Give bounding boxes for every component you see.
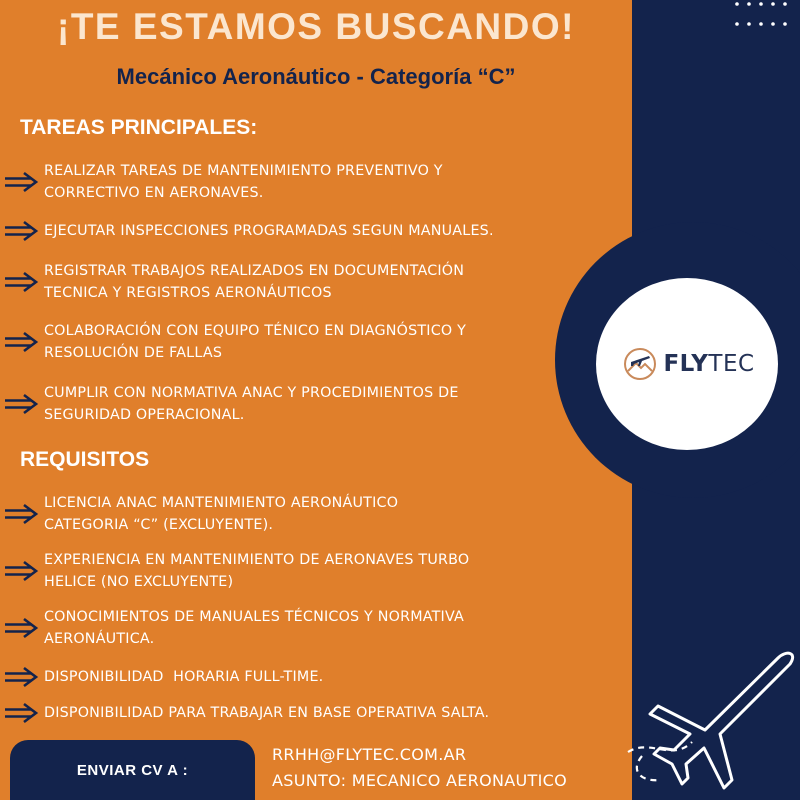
brand-light: TEC (708, 351, 755, 377)
requirement-text: DISPONIBILIDAD PARA TRABAJAR EN BASE OPERATIVA SALTA. (44, 705, 490, 721)
task-item (0, 260, 620, 304)
requirement-text: LICENCIA ANAC MANTENIMIENTO AERONÁUTICO CATEGORIA “C” (EXCLUYENTE). (44, 495, 399, 533)
arrow-right-icon (2, 503, 40, 525)
task-item (0, 160, 620, 204)
arrow-right-icon (2, 331, 40, 353)
brand-wordmark (663, 351, 754, 377)
plane-mountain-logo-icon (623, 347, 657, 381)
contact-email[interactable]: RRHH@FLYTEC.COM.AR (272, 745, 467, 764)
task-text: EJECUTAR INSPECCIONES PROGRAMADAS SEGUN MANUALES. (44, 223, 494, 239)
task-text: COLABORACIÓN CON EQUIPO TÉNICO EN DIAGNÓSTICO Y RESOLUCIÓN DE FALLAS (44, 323, 467, 361)
brand-bold: FLY (663, 351, 709, 377)
arrow-right-icon (2, 393, 40, 415)
requirement-item (0, 702, 620, 724)
task-item (0, 382, 620, 426)
task-item (0, 220, 620, 242)
arrow-right-icon (2, 617, 40, 639)
contact-info (272, 742, 567, 794)
job-position-subtitle: Mecánico Aeronáutico - Categoría “C” (116, 64, 516, 89)
requirement-text: DISPONIBILIDAD HORARIA FULL-TIME. (44, 669, 324, 685)
task-text: REALIZAR TAREAS DE MANTENIMIENTO PREVENTIVO Y CORRECTIVO EN AERONAVES. (44, 163, 443, 201)
requirement-item (0, 606, 620, 650)
task-item (0, 320, 620, 364)
task-text: CUMPLIR CON NORMATIVA ANAC Y PROCEDIMIENTOS DE SEGURIDAD OPERACIONAL. (44, 385, 459, 423)
company-logo (596, 278, 778, 450)
contact-subject: ASUNTO: MECANICO AERONAUTICO (272, 771, 567, 790)
arrow-right-icon (2, 666, 40, 688)
requirements-section-title: REQUISITOS (20, 448, 150, 471)
requirement-item (0, 666, 620, 688)
tasks-section-title: TAREAS PRINCIPALES: (20, 116, 258, 139)
requirement-item (0, 492, 620, 536)
requirement-item (0, 549, 620, 593)
send-cv-button[interactable]: ENVIAR CV A : (10, 740, 255, 800)
arrow-right-icon (2, 702, 40, 724)
requirement-text: CONOCIMIENTOS DE MANUALES TÉCNICOS Y NORMATIVA AERONÁUTICA. (44, 609, 465, 647)
page-title: ¡TE ESTAMOS BUSCANDO! (57, 6, 575, 47)
airplane-icon (620, 630, 800, 800)
dots-decoration-icon (733, 0, 793, 30)
arrow-right-icon (2, 220, 40, 242)
arrow-right-icon (2, 560, 40, 582)
arrow-right-icon (2, 271, 40, 293)
requirement-text: EXPERIENCIA EN MANTENIMIENTO DE AERONAVES TURBO HELICE (NO EXCLUYENTE) (44, 552, 470, 590)
arrow-right-icon (2, 171, 40, 193)
task-text: REGISTRAR TRABAJOS REALIZADOS EN DOCUMENTACIÓN TECNICA Y REGISTROS AERONÁUTICOS (44, 263, 465, 301)
